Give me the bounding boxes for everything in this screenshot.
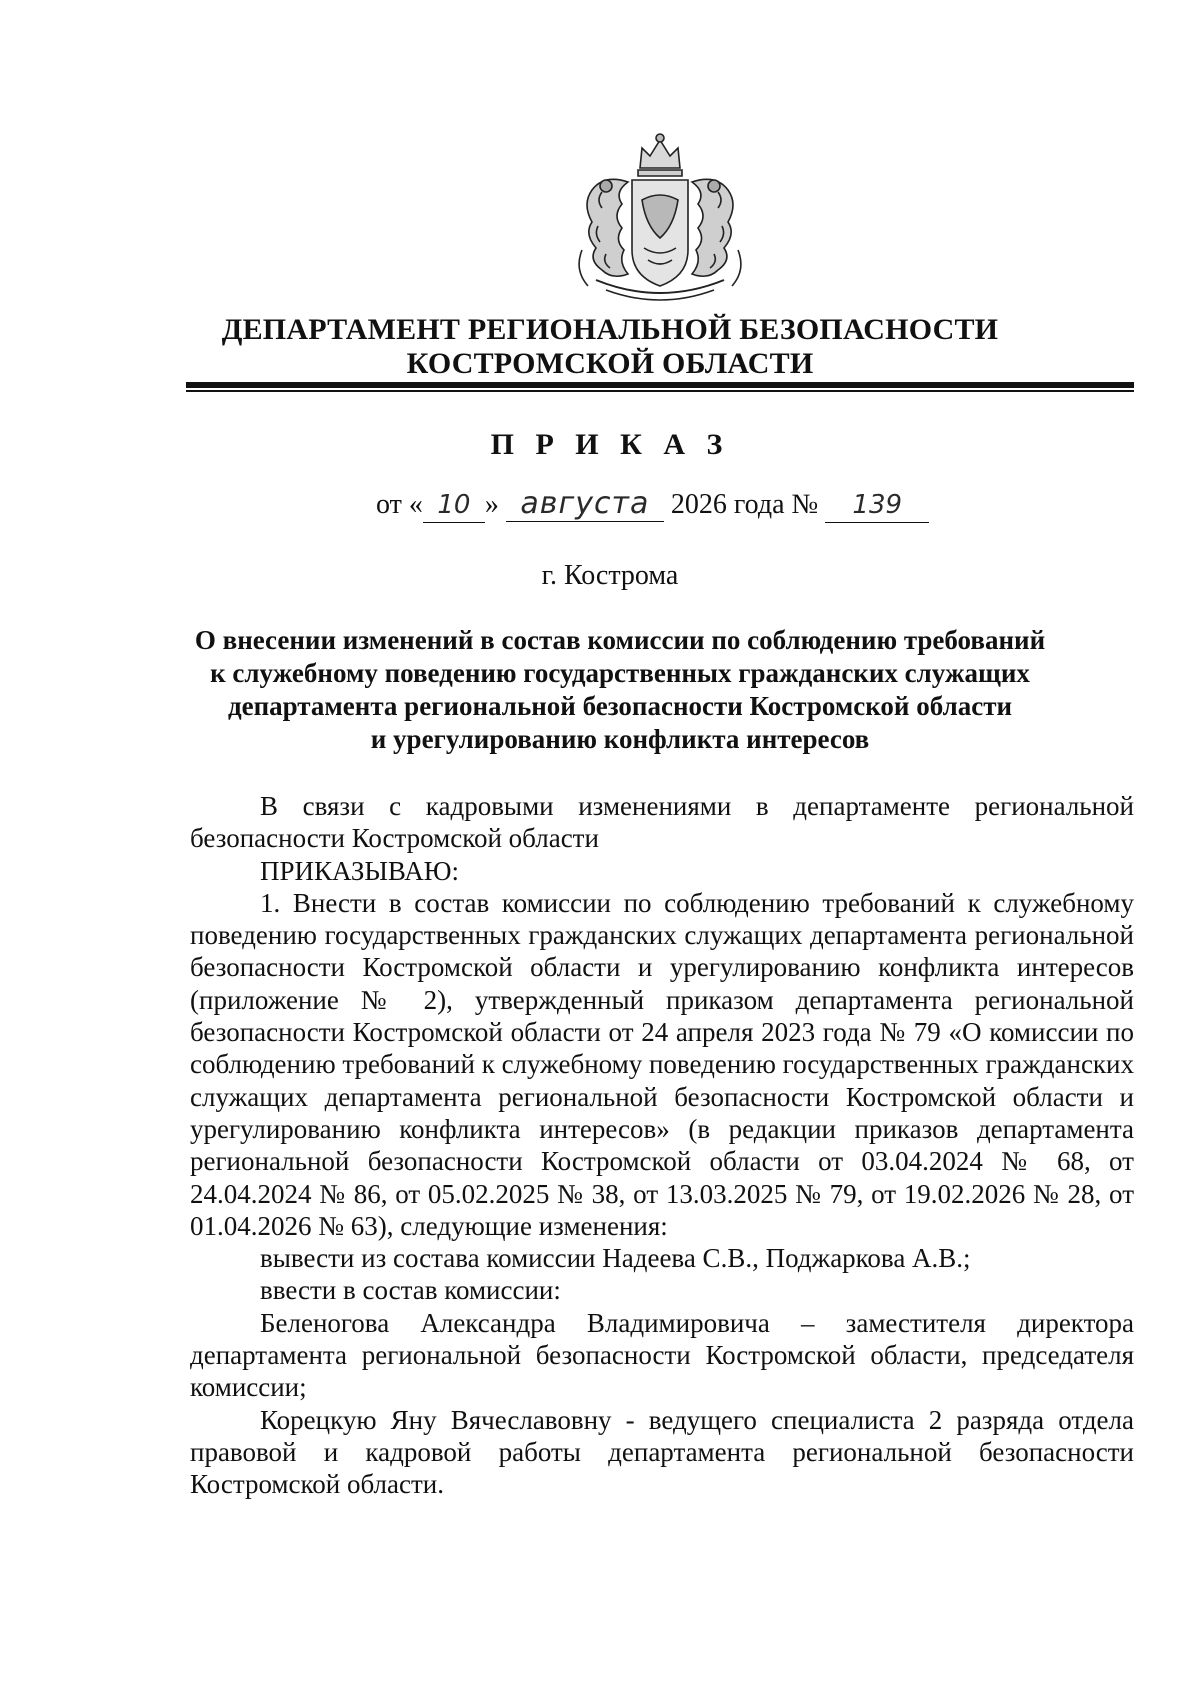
body-paragraph-order-word: ПРИКАЗЫВАЮ:: [260, 855, 459, 886]
subject-line3: департамента региональной безопасности Костромской области: [227, 691, 1013, 721]
body-paragraph-add-members: ввести в состав комиссии:: [260, 1275, 561, 1306]
date-year-text: 2026 года №: [670, 489, 819, 520]
department-name: [180, 313, 1040, 381]
body-paragraph-item1: 1. Внести в состав комиссии по соблюдению требований к служебному поведению государственных гражданских служащих департамента региональной безопасности Костромской области и урегулированию конфликта интересов (приложение № 2), утвержденный приказом департамента региональной безопасности Костромской области от 24 апреля 2023 года № 79 «О комиссии по соблюдению требований к служебному поведению государственных гражданских служащих департамента региональной безопасности Костромской области и урегулированию конфликта интересов» (в редакции приказов департамента региональной безопасности Костромской области от 03.04.2024 № 68, от 24.04.2024 № 86, от 05.02.2025 № 38, от 13.03.2025 № 79, от 19.02.2026 № 28, от 01.04.2026 № 63), следующие изменения:: [190, 887, 1134, 1241]
subject-line1: О внесении изменений в состав комиссии по соблюдению требований: [194, 625, 1046, 655]
subject-line2: к служебному поведению государственных гражданских служащих: [210, 658, 1030, 688]
date-mid: »: [484, 489, 499, 520]
order-body: [190, 790, 1134, 1501]
order-title: П Р И К А З: [490, 428, 730, 461]
handwritten-order-number: 139: [825, 488, 929, 523]
department-name-line2: КОСТРОМСКОЙ ОБЛАСТИ: [406, 347, 814, 380]
order-date-line: [376, 487, 929, 527]
body-paragraph-member-koretskaya: Корецкую Яну Вячеславовну - ведущего специалиста 2 разряда отдела правовой и кадровой работы департамента региональной безопасности Костромской области.: [190, 1404, 1134, 1500]
handwritten-day: 10: [423, 488, 485, 523]
subject-line4: и урегулированию конфликта интересов: [370, 724, 870, 754]
order-city: г. Кострома: [541, 560, 679, 591]
department-name-line1: ДЕПАРТАМЕНТ РЕГИОНАЛЬНОЙ БЕЗОПАСНОСТИ: [221, 313, 999, 346]
date-prefix: от «: [376, 489, 423, 520]
header-divider-thin: [186, 390, 1134, 392]
body-paragraph-preamble: В связи с кадровыми изменениями в департаменте региональной безопасности Костромской области: [190, 791, 1134, 854]
coat-of-arms-emblem-icon: [562, 130, 758, 308]
header-divider-thick: [186, 382, 1134, 388]
order-subject: [180, 624, 1060, 756]
body-paragraph-member-belenogov: Беленогова Александра Владимировича – заместителя директора департамента региональной безопасности Костромской области, председателя комиссии;: [190, 1307, 1134, 1403]
handwritten-month: августа: [506, 487, 664, 522]
body-paragraph-remove-members: вывести из состава комиссии Надеева С.В., Поджаркова А.В.;: [260, 1243, 971, 1274]
